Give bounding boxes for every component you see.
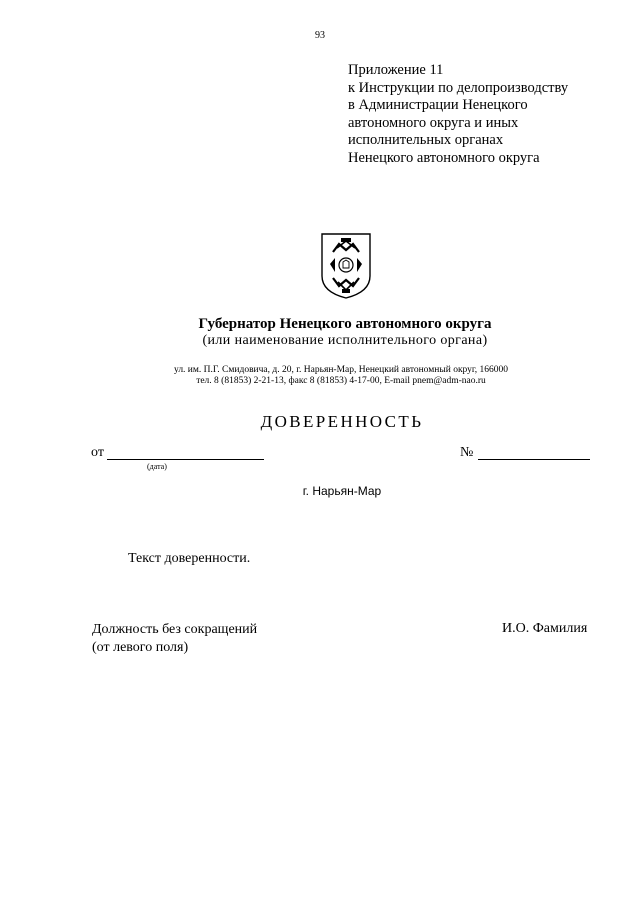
organization-title: Губернатор Ненецкого автономного округа bbox=[198, 316, 492, 332]
coat-of-arms-icon bbox=[320, 232, 372, 300]
date-caption: (дата) bbox=[147, 462, 167, 471]
number-label: № bbox=[460, 445, 474, 460]
document-title: ДОВЕРЕННОСТЬ bbox=[260, 412, 424, 431]
contacts-line: тел. 8 (81853) 2-21-13, факс 8 (81853) 4-17-00, E-mail pnem@adm-nao.ru bbox=[196, 376, 486, 386]
appendix-block bbox=[348, 62, 568, 168]
address-line: ул. им. П.Г. Смидовича, д. 20, г. Нарьян-Мар, Ненецкий автономный округ, 166000 bbox=[173, 365, 509, 375]
signer-position bbox=[92, 621, 257, 657]
organization-subtitle: (или наименование исполнительного органа) bbox=[202, 333, 488, 348]
appendix-line: исполнительных органах bbox=[348, 132, 504, 149]
appendix-line: Приложение 11 bbox=[348, 62, 444, 78]
document-body-text: Текст доверенности. bbox=[128, 551, 251, 566]
signer-name: И.О. Фамилия bbox=[502, 621, 588, 636]
appendix-line: автономного округа и иных bbox=[348, 114, 519, 131]
date-field-line bbox=[107, 459, 264, 460]
signer-position-note: (от левого поля) bbox=[92, 640, 189, 655]
appendix-line: к Инструкции по делопроизводству bbox=[348, 79, 569, 96]
appendix-line: в Администрации Ненецкого bbox=[348, 97, 528, 114]
city-name: г. Нарьян-Мар bbox=[302, 484, 382, 498]
signer-position-line: Должность без сокращений bbox=[92, 622, 258, 637]
page-number: 93 bbox=[315, 30, 325, 41]
appendix-line: Ненецкого автономного округа bbox=[348, 149, 540, 166]
number-field-line bbox=[478, 459, 590, 460]
date-label: от bbox=[91, 445, 104, 460]
organization-address bbox=[0, 365, 640, 387]
